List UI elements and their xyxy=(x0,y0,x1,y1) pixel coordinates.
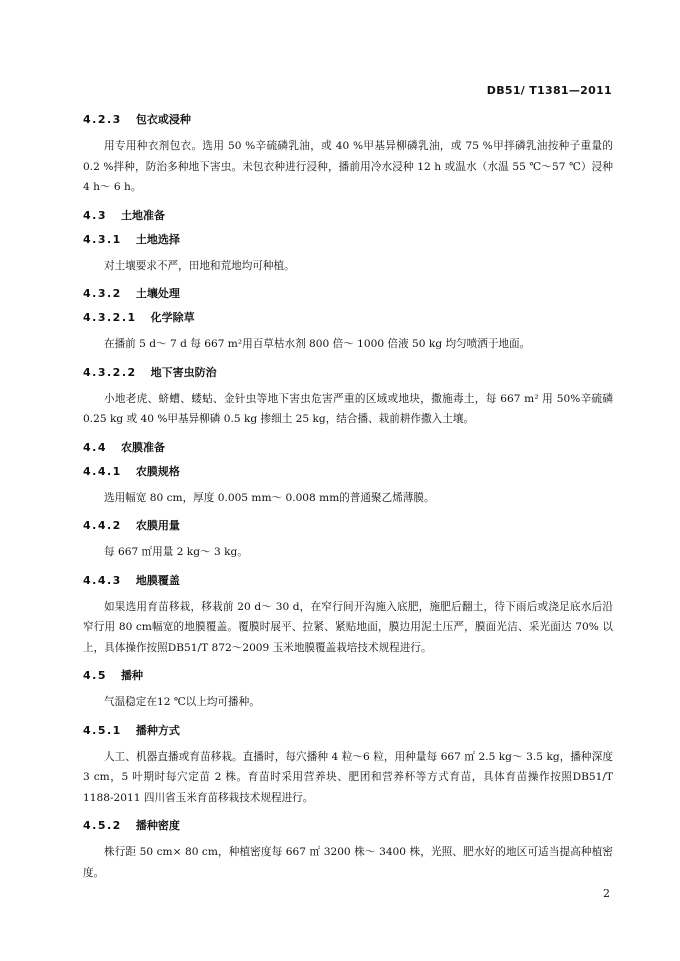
section-title: 地膜覆盖 xyxy=(135,573,180,587)
page-number: 2 xyxy=(603,887,610,900)
section-title: 包衣或浸种 xyxy=(135,113,191,126)
document-code: DB51/ T1381—2011 xyxy=(486,84,612,97)
section-heading xyxy=(83,723,613,739)
section-heading xyxy=(83,365,613,381)
section-title: 农膜规格 xyxy=(135,464,180,478)
section-title: 地下害虫防治 xyxy=(150,365,217,379)
section-number: 4.4.2 xyxy=(83,519,122,532)
section-title: 农膜用量 xyxy=(135,519,180,532)
section-heading xyxy=(83,208,613,224)
section-heading xyxy=(83,464,613,480)
section-number: 4.4.1 xyxy=(83,464,122,478)
section-number: 4.5 xyxy=(83,669,107,682)
body-paragraph: 人工、机器直播或育苗移栽。直播时，每穴播种 4 粒～6 粒，用种量每 667 ㎡ 2.5 kg～ 3.5 kg，播种深度 3 cm，5 叶期时每穴定苗 2 株。育苗时采用营养块、肥团和营养杯等方式育苗，具体育苗操作按照DB51/T 1188-2011 四川省玉米育苗移栽技术规程进行。 xyxy=(83,750,613,804)
section-heading xyxy=(83,112,613,128)
section-title: 播种方式 xyxy=(135,723,180,737)
section-heading xyxy=(83,440,613,456)
section-title: 土地准备 xyxy=(121,208,165,222)
body-paragraph: 小地老虎、蛴螬、蝼蛄、金针虫等地下害虫危害严重的区域或地块，撒施毒土，每 667 m² 用 50%辛硫磷 0.25 kg 或 40 %甲基异柳磷 0.5 kg 掺细土 25 kg，结合播、栽前耕作撒入土壤。 xyxy=(83,392,613,425)
body-paragraph: 用专用种衣剂包衣。选用 50 %辛硫磷乳油，或 40 %甲基异柳磷乳油，或 75 %甲拌磷乳油按种子重量的 0.2 %拌种，防治多种地下害虫。未包衣种进行浸种，播前用冷水浸种 12 h 或温水（水温 55 ℃～57 ℃）浸种 4 h～ 6 h。 xyxy=(83,140,613,193)
section-heading xyxy=(83,668,613,684)
section-title: 化学除草 xyxy=(150,311,195,324)
section-number: 4.3.1 xyxy=(83,232,122,246)
body-paragraph: 对土壤要求不严，田地和荒地均可种植。 xyxy=(104,259,295,272)
section-number: 4.3.2 xyxy=(83,287,122,300)
section-heading xyxy=(83,573,613,589)
section-number: 4.3.2.1 xyxy=(83,311,137,324)
section-number: 4.3 xyxy=(83,208,107,222)
body-paragraph: 每 667 ㎡用量 2 kg～ 3 kg。 xyxy=(104,546,248,558)
section-heading xyxy=(83,310,613,326)
section-title: 播种密度 xyxy=(135,819,180,832)
section-number: 4.2.3 xyxy=(83,113,122,126)
section-heading xyxy=(83,518,613,534)
section-number: 4.3.2.2 xyxy=(83,365,137,379)
section-title: 土壤处理 xyxy=(135,287,180,300)
section-heading xyxy=(83,232,613,248)
section-title: 农膜准备 xyxy=(121,440,165,454)
body-paragraph: 在播前 5 d～ 7 d 每 667 m²用百草枯水剂 800 倍～ 1000 倍液 50 kg 均匀喷洒于地面。 xyxy=(104,338,531,350)
section-number: 4.4.3 xyxy=(83,573,122,587)
section-title: 土地选择 xyxy=(135,232,180,246)
section-number: 4.5.1 xyxy=(83,723,122,737)
section-heading xyxy=(83,818,613,834)
document-body xyxy=(83,112,613,893)
section-number: 4.4 xyxy=(83,440,107,454)
body-paragraph: 株行距 50 cm× 80 cm，种植密度每 667 ㎡ 3200 株～ 3400 株，光照、肥水好的地区可适当提高种植密度。 xyxy=(83,846,613,879)
body-paragraph: 如果选用育苗移栽，移栽前 20 d～ 30 d，在窄行间开沟施入底肥，施肥后翻土，待下雨后或浇足底水后沿窄行用 80 cm幅宽的地膜覆盖。覆膜时展平、拉紧、紧贴地面，膜边用泥土压严，膜面光洁、采光面达 70% 以上，具体操作按照DB51/T 872～2009 玉米地膜覆盖栽培技术规程进行。 xyxy=(83,600,613,654)
body-paragraph: 气温稳定在12 ℃以上均可播种。 xyxy=(104,696,260,708)
section-heading xyxy=(83,286,613,302)
section-title: 播种 xyxy=(121,669,143,682)
section-number: 4.5.2 xyxy=(83,819,122,832)
body-paragraph: 选用幅宽 80 cm，厚度 0.005 mm～ 0.008 mm的普通聚乙烯薄膜。 xyxy=(104,491,435,504)
